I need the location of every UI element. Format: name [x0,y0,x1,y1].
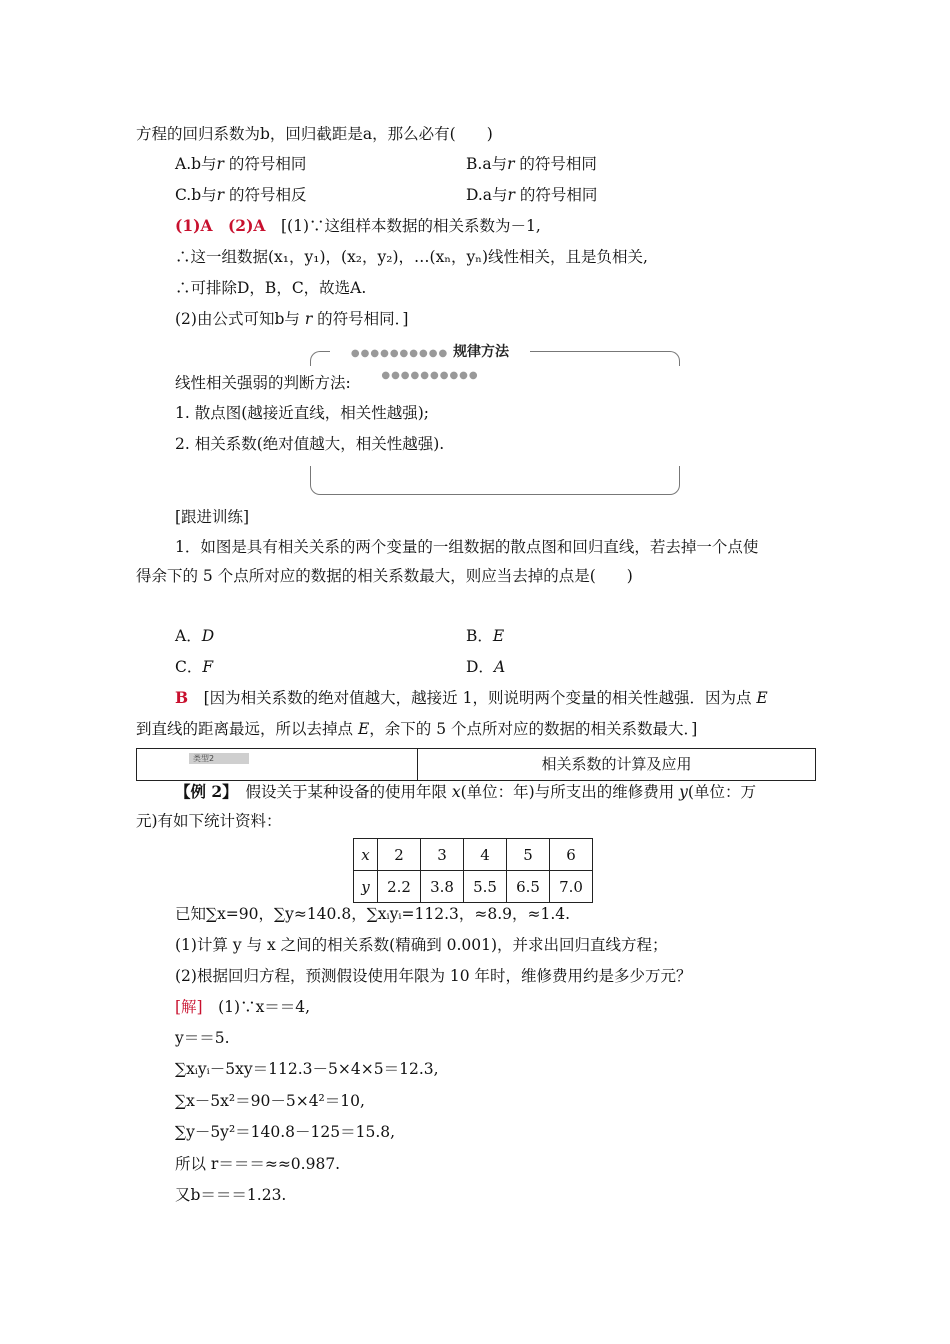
example-label: 【例 2】 [175,782,230,801]
practice-option-b: B．E [466,627,505,645]
table-cell: 5.5 [464,871,507,903]
practice-answer-line-1: B [因为相关系数的绝对值越大，越接近 1，则说明两个变量的相关性越强．因为点 E [175,688,768,707]
answer-line-4: (2)由公式可知b与 r 的符号相同．] [175,310,409,328]
solution-label: [解] [175,998,203,1016]
example-line-2: 元)有如下统计资料： [136,812,282,830]
solution-line-2: y＝＝5. [175,1029,230,1047]
method-box-bottom [310,466,680,495]
table-cell: 6 [550,839,593,871]
data-table [353,838,593,903]
option-a: A.b与r 的符号相同 [175,155,307,173]
method-line-1: 线性相关强弱的判断方法: [175,374,351,392]
option-c: C.b与r 的符号相反 [175,186,307,204]
solution-line-1: [解] (1)∵x＝＝4, [175,998,311,1016]
type-badge: 类型2 [189,753,249,764]
table-cell: 5 [507,839,550,871]
table-row-y [354,871,593,903]
table-row-label: y [354,871,378,903]
solution-line-6: 所以 r＝＝＝≈≈0.987. [175,1155,341,1173]
solution-line-7: 又b＝＝＝1.23. [175,1186,287,1204]
question-2: (2)根据回归方程，预测假设使用年限为 10 年时，维修费用约是多少万元？ [175,967,692,985]
answer-line-1: (1)A (2)A [(1)∵这组样本数据的相关系数为－1, [175,216,541,235]
answer-line-2: ∴这一组数据(x₁，y₁)，(x₂，y₂)，…(xₙ，yₙ)线性相关，且是负相关, [175,248,648,266]
practice-question-line-1: 1．如图是具有相关关系的两个变量的一组数据的散点图和回归直线，若去掉一个点使 [175,538,759,556]
example-line-1: 【例 2】 假设关于某种设备的使用年限 x(单位：年)与所支出的维修费用 y(单位：万 [175,782,756,801]
practice-answer-line-2: 到直线的距离最远，所以去掉点 E，余下的 5 个点所对应的数据的相关系数最大．] [136,720,698,738]
practice-option-d: D．A [466,658,506,676]
solution-line-5: ∑y－5y²＝140.8－125＝15.8, [175,1123,396,1141]
option-d: D.a与r 的符号相同 [466,186,598,204]
practice-option-a: A．D [175,627,215,645]
answer-label: (1)A (2)A [175,216,266,235]
answer-line-3: ∴可排除D，B，C，故选A. [175,279,367,297]
solution-line-4: ∑x－5x²＝90－5×4²＝10, [175,1092,365,1110]
question-1: (1)计算 y 与 x 之间的相关系数(精确到 0.001)，并求出回归直线方程； [175,936,668,954]
given-text: 已知∑x=90，∑y≈140.8，∑xᵢyᵢ=112.3，≈8.9，≈1.4. [175,905,571,923]
practice-option-c: C．F [175,658,214,676]
table-row-x [354,839,593,871]
table-cell: 2 [378,839,421,871]
practice-question-line-2: 得余下的 5 个点所对应的数据的相关系数最大，则应当去掉的点是( ) [136,567,633,585]
solution-line-3: ∑xᵢyᵢ－5xy＝112.3－5×4×5＝12.3, [175,1060,439,1078]
method-title: ●●●●●●●●●● 规律方法 ●●●●●●●●●● [330,342,530,362]
method-line-2: 1. 散点图(越接近直线，相关性越强); [175,404,430,422]
type-header-bar [136,748,816,781]
table-cell: 3.8 [421,871,464,903]
method-line-3: 2. 相关系数(绝对值越大，相关性越强). [175,435,445,453]
type-title: 相关系数的计算及应用 [541,755,692,773]
option-b: B.a与r 的符号相同 [466,155,597,173]
type-header-left [137,749,418,780]
table-cell: 3 [421,839,464,871]
table-row-label: x [354,839,378,871]
table-cell: 7.0 [550,871,593,903]
table-cell: 6.5 [507,871,550,903]
practice-header: [跟进训练] [175,508,250,526]
practice-answer-label: B [175,688,189,707]
table-cell: 4 [464,839,507,871]
intro-text: 方程的回归系数为b，回归截距是a，那么必有( ) [136,125,493,143]
table-cell: 2.2 [378,871,421,903]
